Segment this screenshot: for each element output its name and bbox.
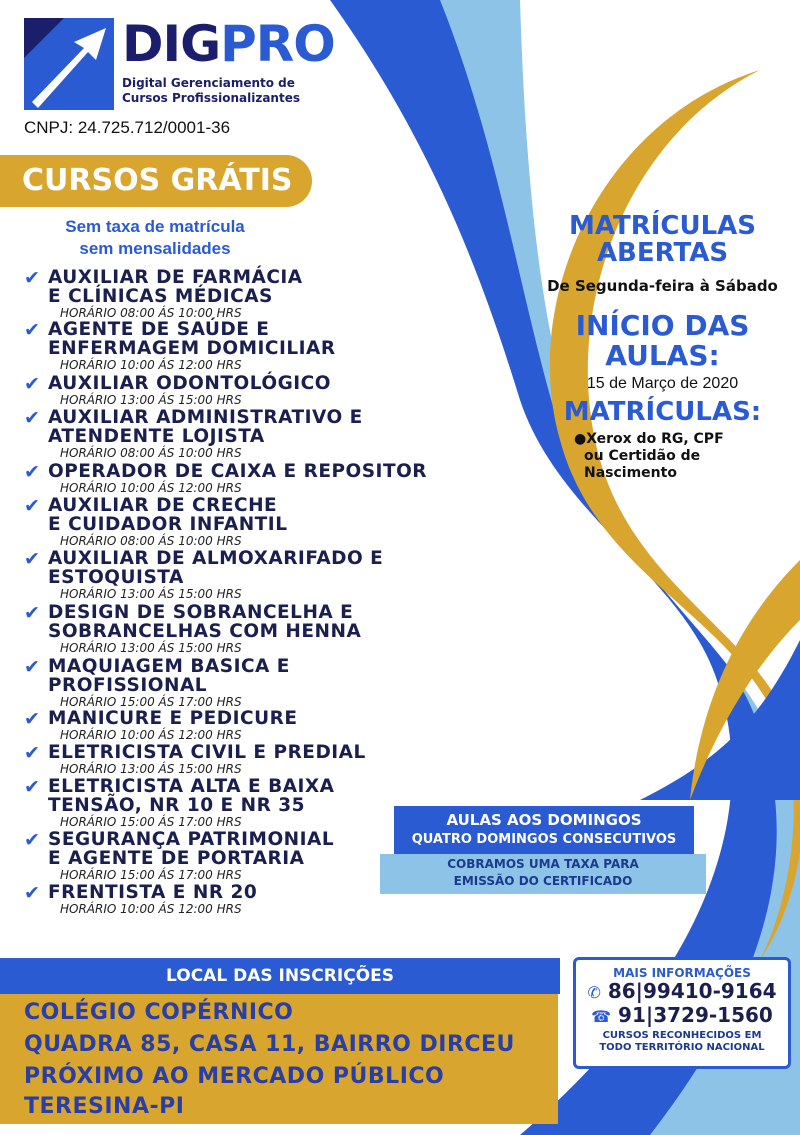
- sem-taxa-line2: sem mensalidades: [79, 239, 231, 258]
- course-name: MAQUIAGEM BASICA E PROFISSIONAL: [48, 656, 290, 696]
- logo-subtitle-line1: Digital Gerenciamento de: [122, 76, 295, 90]
- contact-box: [573, 957, 791, 1069]
- docs-line2: ou Certidão de: [584, 448, 701, 464]
- phone2-ddd: 91: [618, 1003, 646, 1027]
- logo-subtitle-line2: Cursos Profissionalizantes: [122, 91, 300, 105]
- telephone-icon: ☎: [591, 1007, 612, 1026]
- matriculas-heading-line1: MATRÍCULAS: [568, 211, 756, 241]
- whatsapp-icon: ✆: [587, 983, 601, 1002]
- address-line2: QUADRA 85, CASA 11, BAIRRO DIRCEU: [24, 1032, 515, 1057]
- course-name: AUXILIAR DE CRECHE E CUIDADOR INFANTIL: [48, 495, 288, 535]
- logo-mark: [24, 18, 114, 110]
- course-hours: HORÁRIO 10:00 ÁS 12:00 HRS: [60, 902, 242, 916]
- local-inscricoes-title: LOCAL DAS INSCRIÇÕES: [0, 958, 560, 994]
- phone1-ddd: 86: [607, 979, 636, 1003]
- recognition-text: [576, 1030, 788, 1054]
- matriculas-docs-heading: MATRÍCULAS:: [563, 397, 762, 427]
- inicio-line2: AULAS:: [605, 339, 720, 372]
- inicio-line1: INÍCIO DAS: [575, 309, 750, 342]
- phone1-number: 99410-9164: [642, 979, 777, 1003]
- course-item: [24, 743, 444, 776]
- bullet-icon: ●: [574, 431, 587, 447]
- checkmark-icon: ✔: [24, 407, 40, 429]
- cnpj-text: CNPJ: 24.725.712/0001-36: [24, 118, 231, 137]
- docs-line3: Nascimento: [584, 465, 677, 481]
- checkmark-icon: ✔: [24, 267, 40, 289]
- course-hours: HORÁRIO 15:00 ÁS 17:00 HRS: [60, 815, 242, 829]
- address-block: [0, 994, 558, 1124]
- course-name: AUXILIAR DE FARMÁCIA E CLÍNICAS MÉDICAS: [48, 267, 303, 307]
- logo-dig: DIG: [122, 15, 221, 73]
- sem-taxa-text: [30, 216, 280, 260]
- inicio-aulas-heading: [530, 311, 795, 371]
- course-item: [24, 320, 444, 372]
- course-hours: HORÁRIO 13:00 ÁS 15:00 HRS: [60, 641, 242, 655]
- phone-whatsapp[interactable]: [576, 980, 788, 1004]
- checkmark-icon: ✔: [24, 742, 40, 764]
- phone2-sep: |: [645, 1003, 654, 1027]
- course-hours: HORÁRIO 13:00 ÁS 15:00 HRS: [60, 393, 242, 407]
- phone2-number: 3729-1560: [653, 1003, 773, 1027]
- course-name: OPERADOR DE CAIXA E REPOSITOR: [48, 461, 428, 482]
- logo-wordmark: [122, 16, 335, 72]
- dias-text: De Segunda-feira à Sábado: [547, 277, 778, 295]
- course-name: AUXILIAR ODONTOLÓGICO: [48, 373, 331, 394]
- checkmark-icon: ✔: [24, 602, 40, 624]
- course-item: [24, 374, 444, 407]
- arrow-logo-icon: [24, 18, 114, 110]
- logo-subtitle: [122, 76, 300, 106]
- phone-landline[interactable]: [576, 1004, 788, 1028]
- checkmark-icon: ✔: [24, 495, 40, 517]
- logo-pro: PRO: [220, 15, 335, 73]
- checkmark-icon: ✔: [24, 461, 40, 483]
- checkmark-icon: ✔: [24, 776, 40, 798]
- recon-line1: CURSOS RECONHECIDOS EM: [602, 1030, 762, 1041]
- course-item: [24, 496, 444, 548]
- checkmark-icon: ✔: [24, 548, 40, 570]
- phone1-sep: |: [635, 979, 643, 1003]
- course-item: [24, 777, 444, 829]
- checkmark-icon: ✔: [24, 373, 40, 395]
- checkmark-icon: ✔: [24, 656, 40, 678]
- matriculas-abertas-heading: [530, 213, 795, 267]
- recon-line2: TODO TERRITÓRIO NACIONAL: [599, 1042, 765, 1053]
- checkmark-icon: ✔: [24, 319, 40, 341]
- address-line3: PRÓXIMO AO MERCADO PÚBLICO: [24, 1064, 445, 1089]
- course-hours: HORÁRIO 08:00 ÁS 10:00 HRS: [60, 306, 242, 320]
- taxa-line2: EMISSÃO DO CERTIFICADO: [453, 874, 633, 888]
- course-item: [24, 408, 444, 460]
- taxa-line1: COBRAMOS UMA TAXA PARA: [447, 857, 639, 871]
- checkmark-icon: ✔: [24, 882, 40, 904]
- course-hours: HORÁRIO 15:00 ÁS 17:00 HRS: [60, 695, 242, 709]
- aulas-domingos-box: [394, 806, 694, 854]
- address-line4: TERESINA-PI: [24, 1094, 185, 1119]
- enrollment-panel: [530, 213, 795, 482]
- course-name: SEGURANÇA PATRIMONIAL E AGENTE DE PORTARIA: [48, 829, 335, 869]
- course-hours: HORÁRIO 08:00 ÁS 10:00 HRS: [60, 446, 242, 460]
- cursos-gratis-banner: CURSOS GRÁTIS: [0, 155, 312, 207]
- course-name: ELETRICISTA ALTA E BAIXA TENSÃO, NR 10 E NR 35: [48, 776, 335, 816]
- sem-taxa-line1: Sem taxa de matrícula: [65, 217, 245, 236]
- course-name: ELETRICISTA CIVIL E PREDIAL: [48, 742, 366, 763]
- docs-list: [574, 431, 795, 482]
- course-name: DESIGN DE SOBRANCELHA E SOBRANCELHAS COM HENNA: [48, 602, 362, 642]
- course-hours: HORÁRIO 08:00 ÁS 10:00 HRS: [60, 534, 242, 548]
- course-item: [24, 462, 444, 495]
- domingos-line2: QUATRO DOMINGOS CONSECUTIVOS: [411, 832, 677, 847]
- course-name: MANICURE E PEDICURE: [48, 708, 298, 729]
- course-hours: HORÁRIO 15:00 ÁS 17:00 HRS: [60, 868, 242, 882]
- course-item: [24, 709, 444, 742]
- course-name: FRENTISTA E NR 20: [48, 882, 258, 903]
- data-inicio-text: 15 de Março de 2020: [586, 375, 739, 392]
- course-item: [24, 603, 444, 655]
- docs-line1-text: Xerox do RG, CPF: [586, 431, 724, 447]
- matriculas-heading-line2: ABERTAS: [596, 238, 729, 268]
- course-name: AUXILIAR DE ALMOXARIFADO E ESTOQUISTA: [48, 548, 384, 588]
- course-name: AUXILIAR ADMINISTRATIVO E ATENDENTE LOJISTA: [48, 407, 363, 447]
- domingos-line1: AULAS AOS DOMINGOS: [446, 811, 642, 829]
- course-name: AGENTE DE SAÚDE E ENFERMAGEM DOMICILIAR: [48, 319, 336, 359]
- taxa-certificado-box: [380, 854, 706, 894]
- checkmark-icon: ✔: [24, 708, 40, 730]
- course-hours: HORÁRIO 10:00 ÁS 12:00 HRS: [60, 481, 242, 495]
- checkmark-icon: ✔: [24, 829, 40, 851]
- course-hours: HORÁRIO 13:00 ÁS 15:00 HRS: [60, 762, 242, 776]
- course-hours: HORÁRIO 13:00 ÁS 15:00 HRS: [60, 587, 242, 601]
- docs-line1: [574, 431, 795, 448]
- course-hours: HORÁRIO 10:00 ÁS 12:00 HRS: [60, 358, 242, 372]
- course-item: [24, 657, 444, 709]
- course-list: [24, 268, 444, 916]
- info-title: MAIS INFORMAÇÕES: [613, 966, 751, 980]
- address-line1: COLÉGIO COPÉRNICO: [24, 1000, 294, 1025]
- course-item: [24, 549, 444, 601]
- course-item: [24, 268, 444, 320]
- course-hours: HORÁRIO 10:00 ÁS 12:00 HRS: [60, 728, 242, 742]
